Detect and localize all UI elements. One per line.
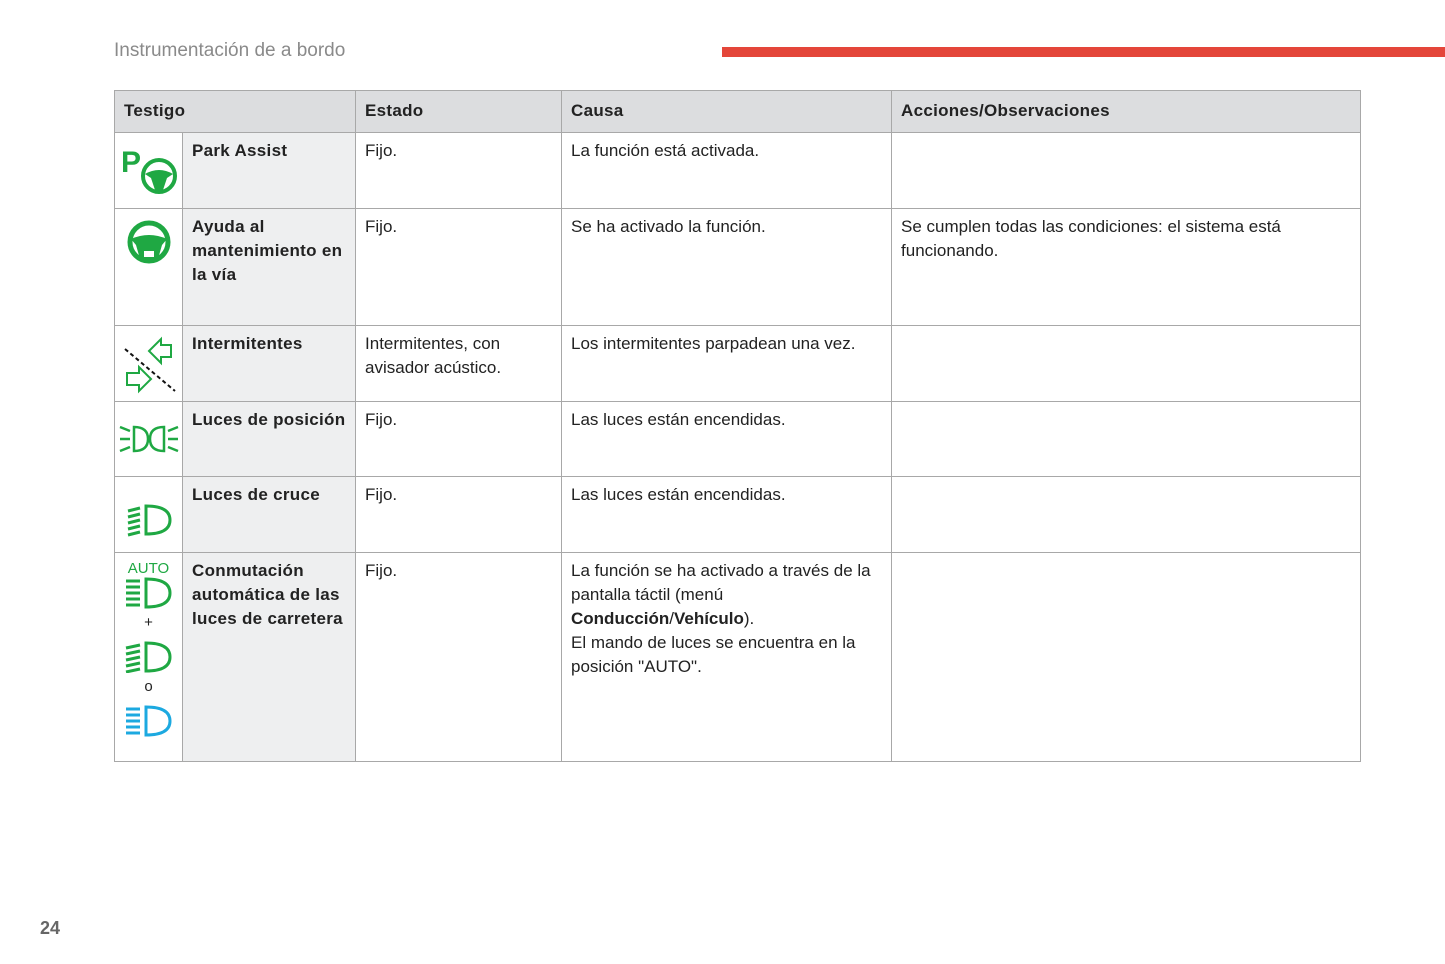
section-title: Instrumentación de a bordo bbox=[114, 40, 346, 61]
causa-text: El mando de luces se encuentra en la posición "AUTO". bbox=[571, 633, 856, 676]
row-estado: Fijo. bbox=[356, 209, 562, 326]
park-assist-icon bbox=[115, 133, 183, 209]
row-name: Conmutación automática de las luces de carretera bbox=[183, 553, 356, 762]
auto-high-beam-icon bbox=[115, 553, 183, 762]
col-acciones: Acciones/Observaciones bbox=[892, 91, 1361, 133]
row-acciones bbox=[892, 477, 1361, 553]
table-row bbox=[115, 133, 1361, 209]
table-row bbox=[115, 402, 1361, 477]
svg-text:P: P bbox=[120, 145, 141, 179]
page-number: 24 bbox=[40, 918, 61, 938]
row-acciones bbox=[892, 133, 1361, 209]
row-acciones bbox=[892, 402, 1361, 477]
warning-lights-table bbox=[114, 90, 1361, 762]
row-acciones: Se cumplen todas las condiciones: el sistema está funcionando. bbox=[892, 209, 1361, 326]
row-acciones bbox=[892, 326, 1361, 402]
row-name: Park Assist bbox=[183, 133, 356, 209]
steering-wheel-icon bbox=[115, 209, 183, 326]
row-causa: La función está activada. bbox=[562, 133, 892, 209]
row-estado: Fijo. bbox=[356, 553, 562, 762]
table-row bbox=[115, 209, 1361, 326]
causa-text: La función se ha activado a través de la pantalla táctil (menú bbox=[571, 561, 871, 604]
col-testigo: Testigo bbox=[115, 91, 356, 133]
row-estado: Fijo. bbox=[356, 402, 562, 477]
row-acciones bbox=[892, 553, 1361, 762]
row-estado: Intermitentes, con avisador acústico. bbox=[356, 326, 562, 402]
plus-sign: + bbox=[144, 614, 153, 631]
or-sign: o bbox=[144, 678, 153, 695]
row-causa: Los intermitentes parpadean una vez. bbox=[562, 326, 892, 402]
menu-conduccion: Conducción bbox=[571, 609, 670, 628]
row-name: Intermitentes bbox=[183, 326, 356, 402]
auto-label: AUTO bbox=[127, 560, 170, 577]
dipped-beam-icon bbox=[115, 477, 183, 553]
menu-vehiculo: Vehículo bbox=[673, 609, 744, 628]
row-causa: Las luces están encendidas. bbox=[562, 402, 892, 477]
row-estado: Fijo. bbox=[356, 477, 562, 553]
row-estado: Fijo. bbox=[356, 133, 562, 209]
causa-text: ). bbox=[743, 609, 755, 628]
row-name: Luces de posición bbox=[183, 402, 356, 477]
table-row bbox=[115, 477, 1361, 553]
causa-sep: / bbox=[669, 609, 674, 628]
indicators-icon bbox=[115, 326, 183, 402]
table-row bbox=[115, 553, 1361, 762]
row-name: Luces de cruce bbox=[183, 477, 356, 553]
accent-bar bbox=[722, 47, 1445, 57]
row-causa bbox=[562, 553, 892, 762]
col-estado: Estado bbox=[356, 91, 562, 133]
position-lights-icon bbox=[115, 402, 183, 477]
table-header bbox=[115, 91, 1361, 133]
row-causa: Las luces están encendidas. bbox=[562, 477, 892, 553]
row-name: Ayuda al mantenimiento en la vía bbox=[183, 209, 356, 326]
col-causa: Causa bbox=[562, 91, 892, 133]
row-causa: Se ha activado la función. bbox=[562, 209, 892, 326]
table-row bbox=[115, 326, 1361, 402]
